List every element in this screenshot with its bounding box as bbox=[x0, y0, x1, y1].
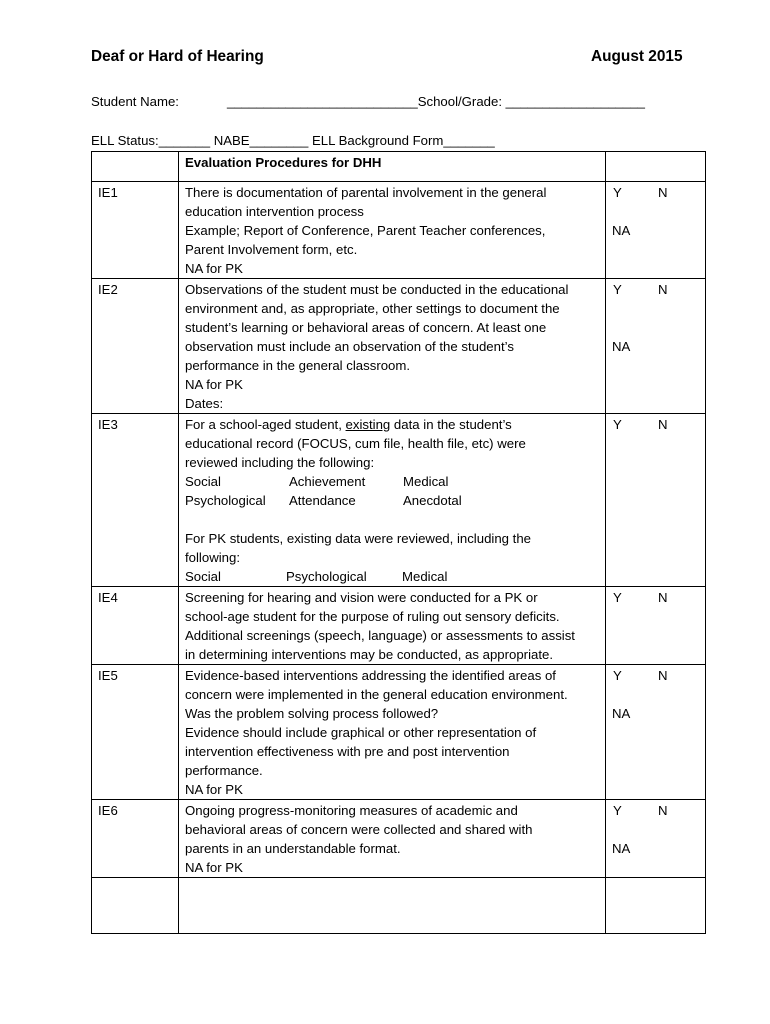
row-description bbox=[179, 800, 606, 878]
row-description bbox=[179, 279, 606, 414]
item-medical: Medical bbox=[402, 569, 448, 584]
item-social: Social bbox=[185, 569, 221, 584]
existing-underlined: existing bbox=[345, 417, 391, 432]
answer-no[interactable]: N bbox=[658, 185, 668, 200]
answer-no[interactable]: N bbox=[658, 282, 668, 297]
description-line: Evidence should include graphical or other representation of bbox=[185, 725, 537, 740]
description-line: Observations of the student must be conducted in the educational bbox=[185, 282, 569, 297]
evaluation-table bbox=[91, 151, 706, 934]
answer-no[interactable]: N bbox=[658, 417, 668, 432]
empty-cell[interactable] bbox=[606, 878, 706, 934]
description-line: Dates: bbox=[185, 396, 224, 411]
description-line: performance in the general classroom. bbox=[185, 358, 411, 373]
answer-na[interactable]: NA bbox=[612, 706, 631, 721]
answer-cell bbox=[606, 587, 706, 665]
description-line: For a school-aged student, existing data in the student’s bbox=[185, 417, 512, 432]
description-line: NA for PK bbox=[185, 860, 243, 875]
answer-yes[interactable]: Y bbox=[613, 590, 622, 605]
description-line: school-age student for the purpose of ruling out sensory deficits. bbox=[185, 609, 560, 624]
description-line: Additional screenings (speech, language) or assessments to assist bbox=[185, 628, 575, 643]
row-description bbox=[179, 182, 606, 279]
row-id: IE5 bbox=[92, 665, 179, 800]
answer-cell bbox=[606, 182, 706, 279]
header-id-cell bbox=[92, 152, 179, 182]
school-items-row bbox=[185, 491, 603, 510]
description-line: observation must include an observation of the student’s bbox=[185, 339, 514, 354]
item-social: Social bbox=[185, 474, 221, 489]
description-line: education intervention process bbox=[185, 204, 364, 219]
answer-na[interactable]: NA bbox=[612, 223, 631, 238]
row-id: IE4 bbox=[92, 587, 179, 665]
description-line: behavioral areas of concern were collected and shared with bbox=[185, 822, 533, 837]
answer-yes[interactable]: Y bbox=[613, 417, 622, 432]
item-achievement: Achievement bbox=[289, 474, 366, 489]
item-anecdotal: Anecdotal bbox=[403, 493, 462, 508]
table-title: Evaluation Procedures for DHH bbox=[179, 152, 606, 182]
item-psychological: Psychological bbox=[185, 493, 266, 508]
empty-cell[interactable] bbox=[92, 878, 179, 934]
header-answer-cell bbox=[606, 152, 706, 182]
row-description bbox=[179, 414, 606, 587]
ell-status-line: ELL Status:_______ NABE________ ELL Background Form_______ bbox=[91, 133, 495, 148]
answer-na[interactable]: NA bbox=[612, 841, 631, 856]
description-line: Ongoing progress-monitoring measures of academic and bbox=[185, 803, 518, 818]
description-line: parents in an understandable format. bbox=[185, 841, 401, 856]
answer-yes[interactable]: Y bbox=[613, 282, 622, 297]
document-title: Deaf or Hard of Hearing bbox=[91, 48, 264, 65]
item-attendance: Attendance bbox=[289, 493, 356, 508]
table-row bbox=[92, 414, 706, 587]
row-id: IE6 bbox=[92, 800, 179, 878]
item-psychological: Psychological bbox=[286, 569, 367, 584]
table-row bbox=[92, 279, 706, 414]
table-header-row bbox=[92, 152, 706, 182]
document-date: August 2015 bbox=[591, 48, 683, 65]
row-id: IE2 bbox=[92, 279, 179, 414]
description-line: NA for PK bbox=[185, 261, 243, 276]
description-line: environment and, as appropriate, other settings to document the bbox=[185, 301, 560, 316]
description-line: reviewed including the following: bbox=[185, 455, 375, 470]
empty-cell[interactable] bbox=[179, 878, 606, 934]
description-line: NA for PK bbox=[185, 782, 243, 797]
answer-cell bbox=[606, 414, 706, 587]
answer-yes[interactable]: Y bbox=[613, 668, 622, 683]
answer-na[interactable]: NA bbox=[612, 339, 631, 354]
description-line: concern were implemented in the general education environment. bbox=[185, 687, 568, 702]
description-line: Screening for hearing and vision were conducted for a PK or bbox=[185, 590, 538, 605]
answer-cell bbox=[606, 665, 706, 800]
answer-yes[interactable]: Y bbox=[613, 803, 622, 818]
table-row bbox=[92, 665, 706, 800]
description-line: in determining interventions may be conducted, as appropriate. bbox=[185, 647, 554, 662]
row-description bbox=[179, 665, 606, 800]
table-row bbox=[92, 182, 706, 279]
row-id: IE3 bbox=[92, 414, 179, 587]
table-row bbox=[92, 587, 706, 665]
description-line: NA for PK bbox=[185, 377, 243, 392]
answer-no[interactable]: N bbox=[658, 803, 668, 818]
table-row bbox=[92, 800, 706, 878]
description-line: educational record (FOCUS, cum file, health file, etc) were bbox=[185, 436, 526, 451]
answer-yes[interactable]: Y bbox=[613, 185, 622, 200]
pk-items-row bbox=[185, 567, 603, 586]
answer-no[interactable]: N bbox=[658, 668, 668, 683]
description-line: For PK students, existing data were reviewed, including the bbox=[185, 531, 531, 546]
school-items-row bbox=[185, 472, 603, 491]
description-line: Example; Report of Conference, Parent Teacher conferences, bbox=[185, 223, 546, 238]
row-id: IE1 bbox=[92, 182, 179, 279]
student-name-label: Student Name: bbox=[91, 94, 179, 109]
description-line: Was the problem solving process followed? bbox=[185, 706, 439, 721]
description-line: performance. bbox=[185, 763, 263, 778]
description-line: There is documentation of parental involvement in the general bbox=[185, 185, 547, 200]
answer-cell bbox=[606, 800, 706, 878]
description-line: intervention effectiveness with pre and post intervention bbox=[185, 744, 510, 759]
description-line: Parent Involvement form, etc. bbox=[185, 242, 358, 257]
answer-no[interactable]: N bbox=[658, 590, 668, 605]
empty-row bbox=[92, 878, 706, 934]
description-line: Evidence-based interventions addressing the identified areas of bbox=[185, 668, 556, 683]
description-line: following: bbox=[185, 550, 240, 565]
item-medical: Medical bbox=[403, 474, 449, 489]
answer-cell bbox=[606, 279, 706, 414]
description-line: student’s learning or behavioral areas of concern. At least one bbox=[185, 320, 547, 335]
student-name-school-grade-line: __________________________School/Grade: ___________________ bbox=[227, 94, 646, 109]
row-description bbox=[179, 587, 606, 665]
